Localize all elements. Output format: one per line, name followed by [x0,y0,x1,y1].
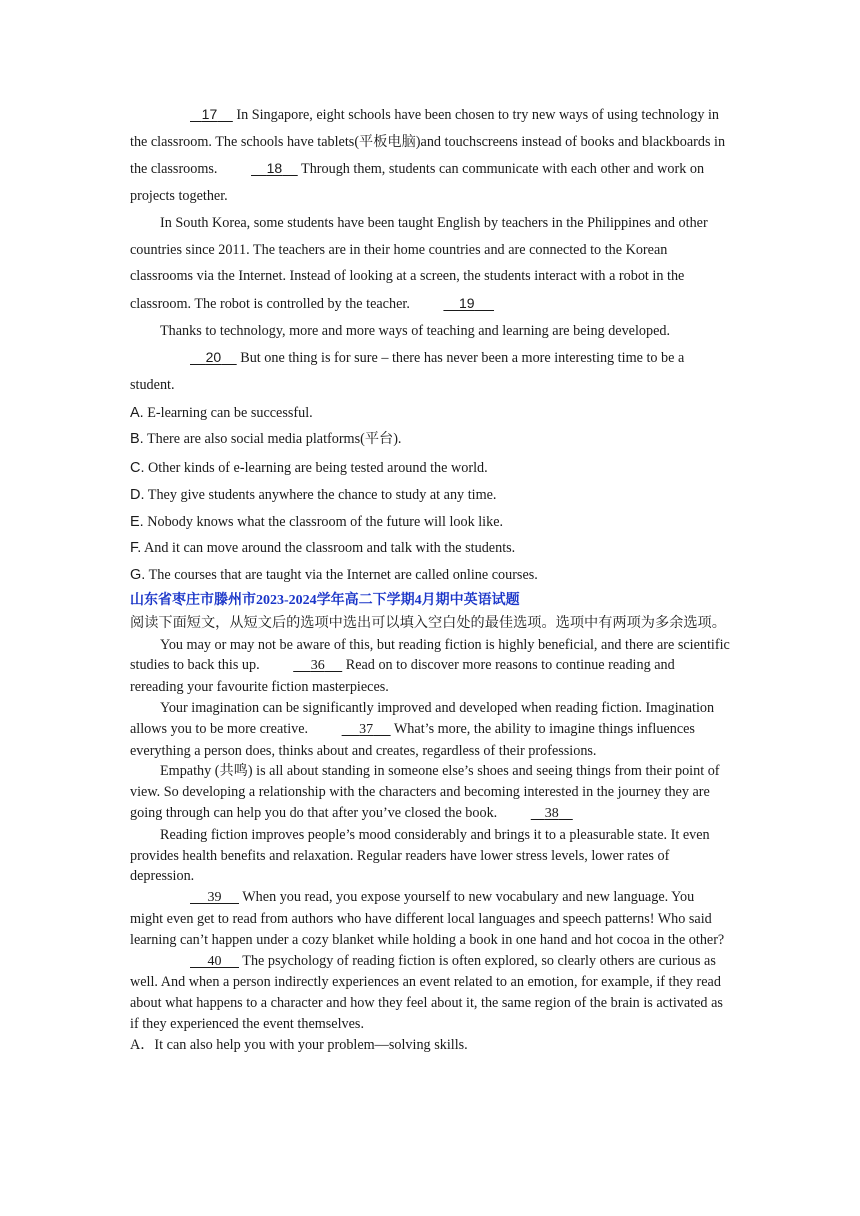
exam-source-heading: 山东省枣庄市滕州市2023-2024学年高二下学期4月期中英语试题 [130,593,520,609]
blank-number: 38 [544,805,559,821]
blank-39 [160,888,239,909]
instructions: 阅读下面短文，从短文后的选项中选出可以填入空白处的最佳选项。选项中有两项为多余选项。 [130,615,726,632]
blank-number: 37 [359,721,374,737]
option-d [130,482,730,509]
blank-number: 20 [205,349,222,366]
passage-paragraph [130,210,730,318]
option-letter: G. [130,566,146,583]
option-e [130,509,730,536]
passage-paragraph [130,101,730,210]
passage-paragraph: Reading fiction improves people’s mood considerably and brings it to a pleasurable state. It even provides health benefits and relaxation. Regular readers have lower stress levels, lower rates of depression. [130,826,710,885]
option-text: And it can move around the classroom and talk with the students. [141,540,516,557]
option-b [130,426,730,455]
blank-number: 19 [458,294,475,311]
document-content [130,101,730,1056]
options-list [130,400,730,589]
option-letter: A. [130,404,144,421]
blank-38 [501,804,573,825]
blank-18 [221,155,298,182]
blank-20 [160,344,237,371]
paragraph-text: When you read, you expose yourself to new vocabulary and new language. You might even get to read from authors who have different local languages and speech patterns! Who said learning can’t happen under a cozy blanket while holding a book in one hand and hot cocoa in the other? [130,889,725,948]
paragraph-text: The psychology of reading fiction is often explored, so clearly others are curious as well. And when a person indirectly experiences an event related to an emotion, for example, if they read about what happens to a character and how they feel about it, the same region of the brain is activated as if they experienced the event themselves. [130,952,723,1032]
option-letter: C. [130,460,145,477]
blank-number: 40 [207,953,222,969]
section-2-passage [130,635,730,1056]
option-letter: E. [130,513,144,530]
blank-19 [413,290,494,317]
option-c [130,455,730,482]
option-text: Other kinds of e-learning are being tested around the world. [144,460,488,477]
paragraph-text: Read on to discover more reasons to continue reading and rereading your favourite fiction masterpieces. [130,657,675,696]
option-text: There are also social media platforms(平台). [143,431,402,448]
passage-paragraph [130,951,730,1035]
paragraph-text: Your imagination can be significantly improved and developed when reading fiction. Imagination allows you to be more creative. [130,699,715,737]
option-a: A．It can also help you with your problem—solving skills. [130,1036,468,1053]
option-letter: F. [130,540,142,557]
passage-paragraph [130,698,730,761]
paragraph-text: You may or may not be aware of this, but reading fiction is highly beneficial, and there are scientific studies to back this up. [130,636,730,674]
blank-number: 17 [201,106,218,122]
paragraph-text: But one thing is for sure – there has never been a more interesting time to be a student. [130,350,685,394]
blank-number: 36 [310,658,325,674]
option-text: The courses that are taught via the Internet are called online courses. [145,566,538,583]
paragraph-text: In Singapore, eight schools have been chosen to try new ways of using technology in the classroom. The schools have tablets(平板电脑)and touchscreens instead of books and blackboards in the classrooms. [130,107,726,178]
paragraph-text: What’s more, the ability to imagine things influences everything a person does, thinks about and creates, regardless of their professions. [130,720,695,759]
option-letter: D. [130,486,145,503]
passage-paragraph [130,761,730,824]
blank-number: 18 [266,160,283,177]
option-text: Nobody knows what the classroom of the future will look like. [143,513,504,530]
option-text: E-learning can be successful. [143,404,313,421]
blank-37 [312,720,391,741]
passage-paragraph [130,344,730,398]
option-f [130,535,730,562]
paragraph-text: Through them, students can communicate with each other and work on projects together. [130,161,705,205]
blank-36 [263,656,342,677]
paragraph-text: Empathy (共鸣) is all about standing in someone else’s shoes and seeing things from their point of view. So developing a relationship with the characters and becoming interested in the journey they are going through can help you do that after you’ve closed the book. [130,763,720,821]
option-text: They give students anywhere the chance to study at any time. [144,486,497,503]
option-g [130,562,730,589]
paragraph-text: In South Korea, some students have been taught English by teachers in the Philippines and other countries since 2011. The teachers are in their home countries and are connected to the Korean classrooms via the Internet. Instead of looking at a screen, the students interact with a robot in the classroom. The robot is controlled by the teacher. [130,214,708,312]
blank-40 [160,952,239,973]
passage-paragraph [130,635,730,698]
blank-17 [160,101,233,128]
passage-paragraph [130,887,730,950]
blank-number: 39 [207,890,222,906]
option-a [130,400,730,427]
passage-paragraph: Thanks to technology, more and more ways of teaching and learning are being developed. [160,322,671,339]
section-1-passage [130,101,730,588]
option-letter: B. [130,431,144,448]
